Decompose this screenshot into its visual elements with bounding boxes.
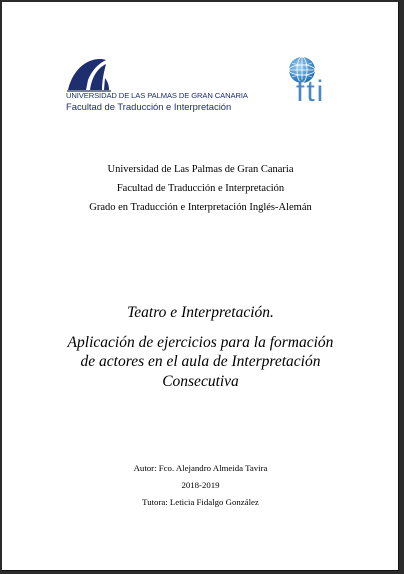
faculty-name: Facultad de Traducción e Interpretación — [116, 183, 285, 194]
ulpgc-emblem-icon — [64, 56, 116, 94]
author: Autor: Fco. Alejandro Almeida Tavira — [133, 463, 268, 473]
subtitle-line-2: de actores en el aula de Interpretación — [80, 353, 321, 370]
subtitle-line-3: Consecutiva — [162, 372, 239, 390]
ulpgc-university-name: UNIVERSIDAD DE LAS PALMAS DE GRAN CANARIA — [66, 91, 248, 100]
credits-block — [2, 460, 399, 511]
institution-block — [2, 160, 399, 217]
fti-logo-text: fti — [296, 75, 326, 108]
degree-name: Grado en Traducción e Interpretación Inglés-Alemán — [89, 202, 312, 213]
subtitle-line-1: Aplicación de ejercicios para la formación — [67, 333, 334, 351]
fti-logo — [285, 55, 345, 115]
ulpgc-logo — [64, 56, 254, 116]
ulpgc-faculty-name: Facultad de Traducción e Interpretación — [66, 101, 232, 112]
document-page — [2, 2, 399, 571]
main-title: Teatro e Interpretación. — [127, 304, 274, 321]
academic-year: 2018-2019 — [181, 480, 220, 490]
university-name: Universidad de Las Palmas de Gran Canaria — [107, 164, 294, 175]
title-block — [2, 303, 399, 391]
tutor: Tutora: Leticia Fidalgo González — [142, 497, 259, 507]
